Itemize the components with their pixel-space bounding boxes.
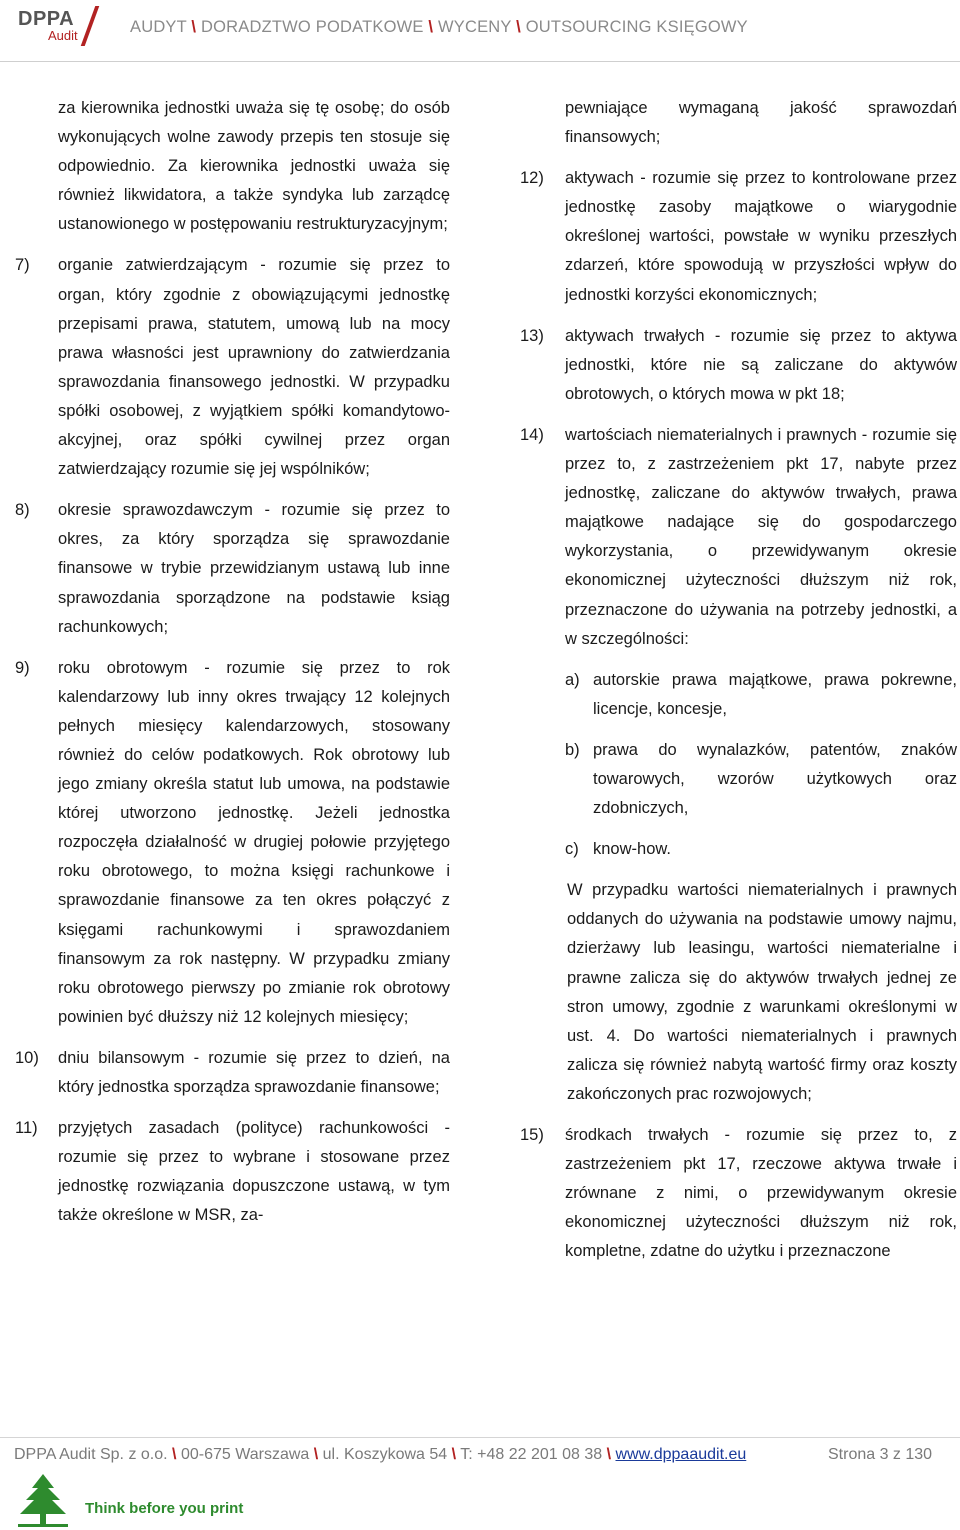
item-text: aktywach - rozumie się przez to kontrolowane przez jednostkę zasoby majątkowe o wiarygodnie określonej wartości, powstałe w wyniku przeszłych zdarzeń, które spowodują w przyszłości wpływ do jednostki korzyści ekonomicznych; xyxy=(565,169,957,304)
continued-paragraph: pewniające wymaganą jakość sprawozdań finansowych; xyxy=(565,99,957,147)
footer-separator: \ xyxy=(451,1446,457,1463)
header-services xyxy=(130,18,748,37)
sub-item-text: prawa do wynalazków, patentów, znaków towarowych, wzorów użytkowych oraz zdobniczych, xyxy=(593,740,957,818)
item-number: 7) xyxy=(15,256,30,275)
footer-company: DPPA Audit Sp. z o.o. xyxy=(14,1446,168,1463)
definition-item xyxy=(520,164,957,309)
footer-website-link[interactable]: www.dppaaudit.eu xyxy=(615,1446,747,1463)
right-column xyxy=(520,94,957,1266)
logo-text: DPPA xyxy=(18,8,75,30)
definition-item xyxy=(520,1121,957,1266)
header-separator: \ xyxy=(428,18,434,36)
definition-item xyxy=(520,421,957,654)
footer-address-city: 00-675 Warszawa xyxy=(180,1446,310,1463)
sub-item xyxy=(565,666,957,724)
continued-paragraph: za kierownika jednostki uważa się tę osobę; do osób wykonujących wolne zawody przepis ten stosuje się odpowiednio. Za kierownika jednostki uważa się również likwidatora, a także syndyka lub zarządcę ustanowionego w postępowaniu restrukturyzacyjnym; xyxy=(58,99,450,234)
definition-item xyxy=(15,1044,450,1102)
logo-subtext: Audit xyxy=(48,28,78,43)
item-number: 9) xyxy=(15,658,30,677)
sub-item-text: know-how. xyxy=(593,840,671,859)
header-divider xyxy=(0,61,960,62)
explanatory-paragraph: W przypadku wartości niematerialnych i prawnych oddanych do używania na podstawie umowy najmu, dzierżawy lub leasingu, wartości niematerialne i prawne zalicza się do aktywów trwałych jednej ze stron umowy, zgodnie z warunkami określonymi w ust. 4. Do wartości niematerialnych i prawnych zalicza się również nabytą wartość firmy oraz koszty zakończonych prac rozwojowych; xyxy=(567,881,957,1103)
company-logo xyxy=(18,8,100,48)
footer-separator: \ xyxy=(172,1446,177,1463)
item-text: wartościach niematerialnych i prawnych - rozumie się przez to, z zastrzeżeniem pkt 17, nabyte przez jednostkę, zaliczane do aktywów trwałych, prawa majątkowe nadające się do gospodarczego wykorzystania, o przewidywanym okresie ekonomicznej użyteczności dłuższym niż rok, przeznaczone do używania na potrzeby jednostki, a w szczególności: xyxy=(565,425,957,648)
item-text: dniu bilansowym - rozumie się przez to dzień, na który jednostka sporządza sprawozdanie finansowe; xyxy=(58,1048,450,1096)
item-number: 8) xyxy=(15,501,30,520)
item-text: roku obrotowym - rozumie się przez to rok kalendarzowy lub inny okres trwający 12 kolejnych pełnych miesięcy kalendarzowych, stosowany również do celów podatkowych. Rok obrotowy lub jego zmiany określa statut lub umowa, na podstawie której utworzono jednostkę. Jeżeli jednostka rozpoczęła działalność w drugiej połowie przyjętego roku obrotowego, to można księgi rachunkowe i sprawozdanie finansowe za ten okres połączyć z księgami rachunkowymi i sprawozdaniem finansowym za rok następny. W przypadku zmiany roku obrotowego pierwszy po zmianie rok obrotowy powinien być dłuższy niż 12 kolejnych miesięcy; xyxy=(58,658,450,1026)
eco-slogan: Think before you print xyxy=(85,1500,244,1517)
definition-item xyxy=(15,654,450,1032)
tree-icon xyxy=(14,1472,72,1528)
footer-address-street: ul. Koszykowa 54 xyxy=(322,1446,448,1463)
header-service-item: OUTSOURCING KSIĘGOWY xyxy=(525,18,748,36)
definition-item xyxy=(15,251,450,484)
item-text: aktywach trwałych - rozumie się przez to aktywa jednostki, które nie są zaliczane do aktywów obrotowych, o których mowa w pkt 18; xyxy=(565,326,957,403)
footer-separator: \ xyxy=(606,1446,612,1463)
item-number: 12) xyxy=(520,169,544,188)
item-number: 15) xyxy=(520,1126,544,1144)
header-separator: \ xyxy=(191,18,197,36)
sub-item-letter: b) xyxy=(565,740,580,759)
page-header xyxy=(0,0,960,62)
item-number: 14) xyxy=(520,425,544,444)
page-number: Strona 3 z 130 xyxy=(828,1446,933,1463)
sub-item-letter: c) xyxy=(565,840,579,859)
item-number: 10) xyxy=(15,1048,39,1067)
definition-item xyxy=(15,496,450,641)
sub-item xyxy=(565,835,957,864)
footer-contact xyxy=(14,1446,746,1464)
logo-slash xyxy=(81,6,100,46)
definition-item xyxy=(520,322,957,409)
sub-item-text: autorskie prawa majątkowe, prawa pokrewne, licencje, koncesje, xyxy=(593,670,957,718)
header-service-item: AUDYT xyxy=(130,18,187,36)
footer-separator: \ xyxy=(313,1446,319,1463)
item-number: 13) xyxy=(520,326,544,345)
header-separator: \ xyxy=(516,18,521,36)
header-service-item: WYCENY xyxy=(437,18,512,36)
header-service-item: DORADZTWO PODATKOWE xyxy=(201,18,424,36)
definition-item xyxy=(15,1114,450,1230)
footer-phone: T: +48 22 201 08 38 xyxy=(460,1446,603,1463)
footer-divider xyxy=(0,1437,960,1438)
sub-item-letter: a) xyxy=(565,670,580,689)
item-text: organie zatwierdzającym - rozumie się przez to organ, który zgodnie z obowiązującymi jednostkę przepisami prawa, statutem, umową lub na mocy prawa własności jest uprawniony do zatwierdzania sprawozdania finansowego jednostki. W przypadku spółki osobowej, z wyjątkiem spółki komandytowo-akcyjnej, oraz spółki cywilnej przez organ zatwierdzający rozumie się jej wspólników; xyxy=(58,256,450,479)
left-column xyxy=(15,94,450,1230)
item-number: 11) xyxy=(15,1119,38,1138)
item-text: przyjętych zasadach (polityce) rachunkowości - rozumie się przez to wybrane i stosowane przez jednostkę rozwiązania dopuszczone ustawą, w tym także określone w MSR, za- xyxy=(58,1119,450,1225)
item-text: środkach trwałych - rozumie się przez to, z zastrzeżeniem pkt 17, rzeczowe aktywa trwałe i zrównane z nimi, o przewidywanym okresie ekonomicznej użyteczności dłuższym niż rok, kompletne, zdatne do użytku i przeznaczone xyxy=(565,1126,957,1261)
sub-item xyxy=(565,736,957,823)
item-text: okresie sprawozdawczym - rozumie się przez to okres, za który sporządza się sprawozdanie finansowe w trybie przewidzianym ustawą lub inne sprawozdania sporządzone na podstawie ksiąg rachunkowych; xyxy=(58,501,450,636)
